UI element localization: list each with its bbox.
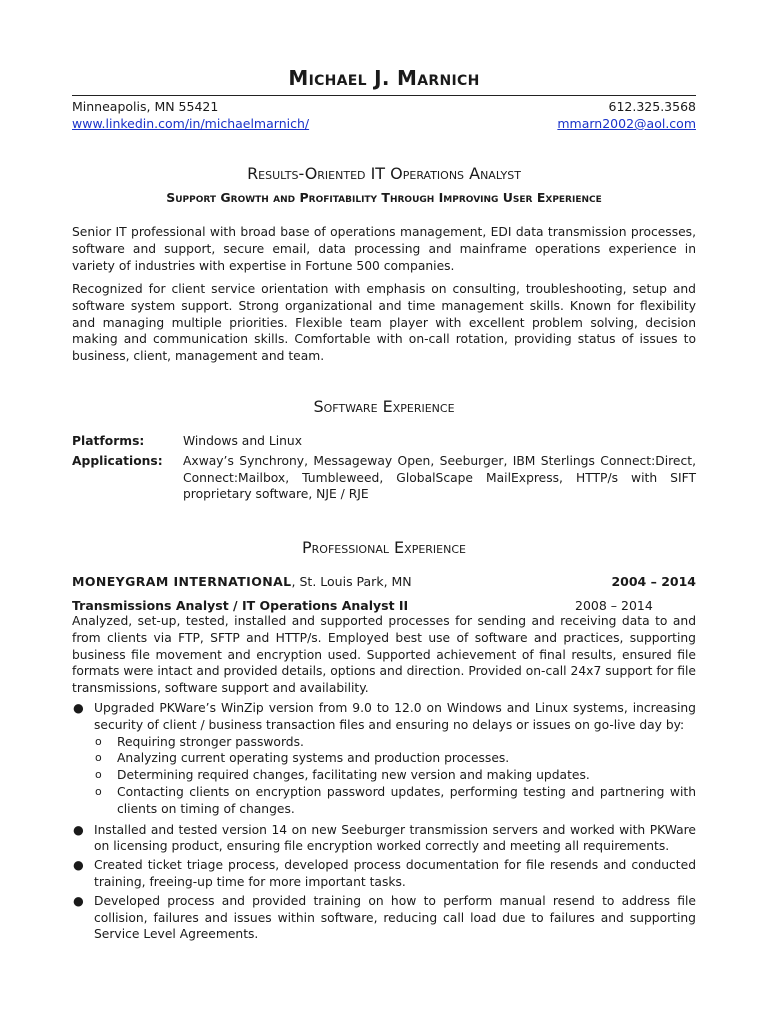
role-years: 2008 – 2014 [575, 598, 653, 613]
phone: 612.325.3568 [608, 99, 696, 114]
role-title: Transmissions Analyst / IT Operations Analyst II [72, 598, 409, 613]
company-years: 2004 – 2014 [611, 574, 696, 589]
header-divider [72, 95, 696, 96]
company-location: , St. Louis Park, MN [291, 574, 412, 589]
sub-bullet-text: Determining required changes, facilitating new version and making updates. [117, 768, 590, 783]
bullet-icon: ● [73, 893, 84, 908]
applications-value: Axway’s Synchrony, Messageway Open, Seeburger, IBM Sterlings Connect:Direct, Connect:Mailbox, Tumbleweed, GlobalScape MailExpress, HTTP/s with SIFT proprietary software, NJE / RJE [183, 453, 696, 502]
role-description: Analyzed, set-up, tested, installed and supported processes for sending and receiving data to and from clients via FTP, SFTP and HTTP/s. Employed best use of software and practices, supporting business file movement and encryption used. Supported achievement of final results, ensured file formats were intact and provided details, options and direction. Provided on-call 24x7 support for file transmissions, software support and availability. [72, 614, 696, 696]
bullet-icon: ● [73, 822, 84, 837]
software-section-heading: Software Experience [313, 397, 455, 416]
resume-tagline: Support Growth and Profitability Through Improving User Experience [166, 190, 602, 205]
location: Minneapolis, MN 55421 [72, 99, 219, 114]
resume-title: Results-Oriented IT Operations Analyst [247, 164, 521, 183]
platforms-label: Platforms: [72, 434, 145, 448]
circle-bullet-icon: o [95, 734, 102, 748]
sub-bullet [72, 734, 696, 751]
summary-paragraph-2: Recognized for client service orientation with emphasis on consulting, troubleshooting, setup and software system support. Strong organizational and time management skills. Known for flexibility and managing multiple priorities. Flexible team player with excellent problem solving, decision making and communication skills. Comfortable with on-call rotation, providing status of issues to business, client, management and team. [72, 282, 696, 364]
achievement-bullet [72, 857, 696, 891]
achievement-bullet [72, 822, 696, 856]
candidate-name: Michael J. Marnich [288, 66, 480, 90]
role-row [72, 598, 696, 614]
contact-row-1 [72, 99, 696, 115]
bullet-text: Developed process and provided training on how to perform manual resend to address file collision, failures and issues within software, reducing call load due to failures and supporting Service Level Agreements. [94, 893, 696, 942]
platforms-row [72, 433, 696, 450]
achievement-bullet [72, 893, 696, 943]
circle-bullet-icon: o [95, 784, 102, 798]
professional-section-heading: Professional Experience [302, 538, 466, 557]
email-link[interactable]: mmarn2002@aol.com [557, 116, 696, 131]
company-name: MONEYGRAM INTERNATIONAL [72, 574, 292, 589]
sub-bullet-text: Contacting clients on encryption password updates, performing testing and partnering with clients on timing of changes. [117, 784, 696, 816]
bullet-text: Installed and tested version 14 on new Seeburger transmission servers and worked with PKWare on licensing product, ensuring file encryption worked correctly and meeting all requirements. [94, 822, 696, 854]
circle-bullet-icon: o [95, 768, 102, 782]
bullet-text: Upgraded PKWare’s WinZip version from 9.0 to 12.0 on Windows and Linux systems, increasing security of client / business transaction files and ensuring no delays or issues on go-live day by: [94, 701, 696, 732]
sub-bullet [72, 784, 696, 818]
bullet-icon: ● [73, 701, 84, 715]
platforms-value: Windows and Linux [183, 434, 302, 448]
company-info [72, 574, 412, 590]
circle-bullet-icon: o [95, 751, 102, 765]
sub-bullet-text: Requiring stronger passwords. [117, 734, 304, 749]
contact-row-2 [72, 116, 696, 132]
software-skills [72, 433, 696, 503]
sub-bullet-text: Analyzing current operating systems and production processes. [117, 751, 510, 766]
company-row [72, 574, 696, 590]
linkedin-link[interactable]: www.linkedin.com/in/michaelmarnich/ [72, 116, 310, 131]
applications-label: Applications: [72, 453, 163, 468]
sub-bullet [72, 767, 696, 784]
bullet-icon: ● [73, 858, 84, 873]
achievement-list [72, 700, 696, 943]
achievement-bullet [72, 700, 696, 818]
applications-row [72, 453, 696, 503]
bullet-text: Created ticket triage process, developed process documentation for file resends and conducted training, freeing-up time for more important tasks. [94, 858, 696, 889]
sub-bullet [72, 750, 696, 767]
summary-paragraph-1: Senior IT professional with broad base of operations management, EDI data transmission processes, software and support, secure email, data processing and mainframe operations experience in variety of industries with expertise in Fortune 500 companies. [72, 225, 696, 273]
